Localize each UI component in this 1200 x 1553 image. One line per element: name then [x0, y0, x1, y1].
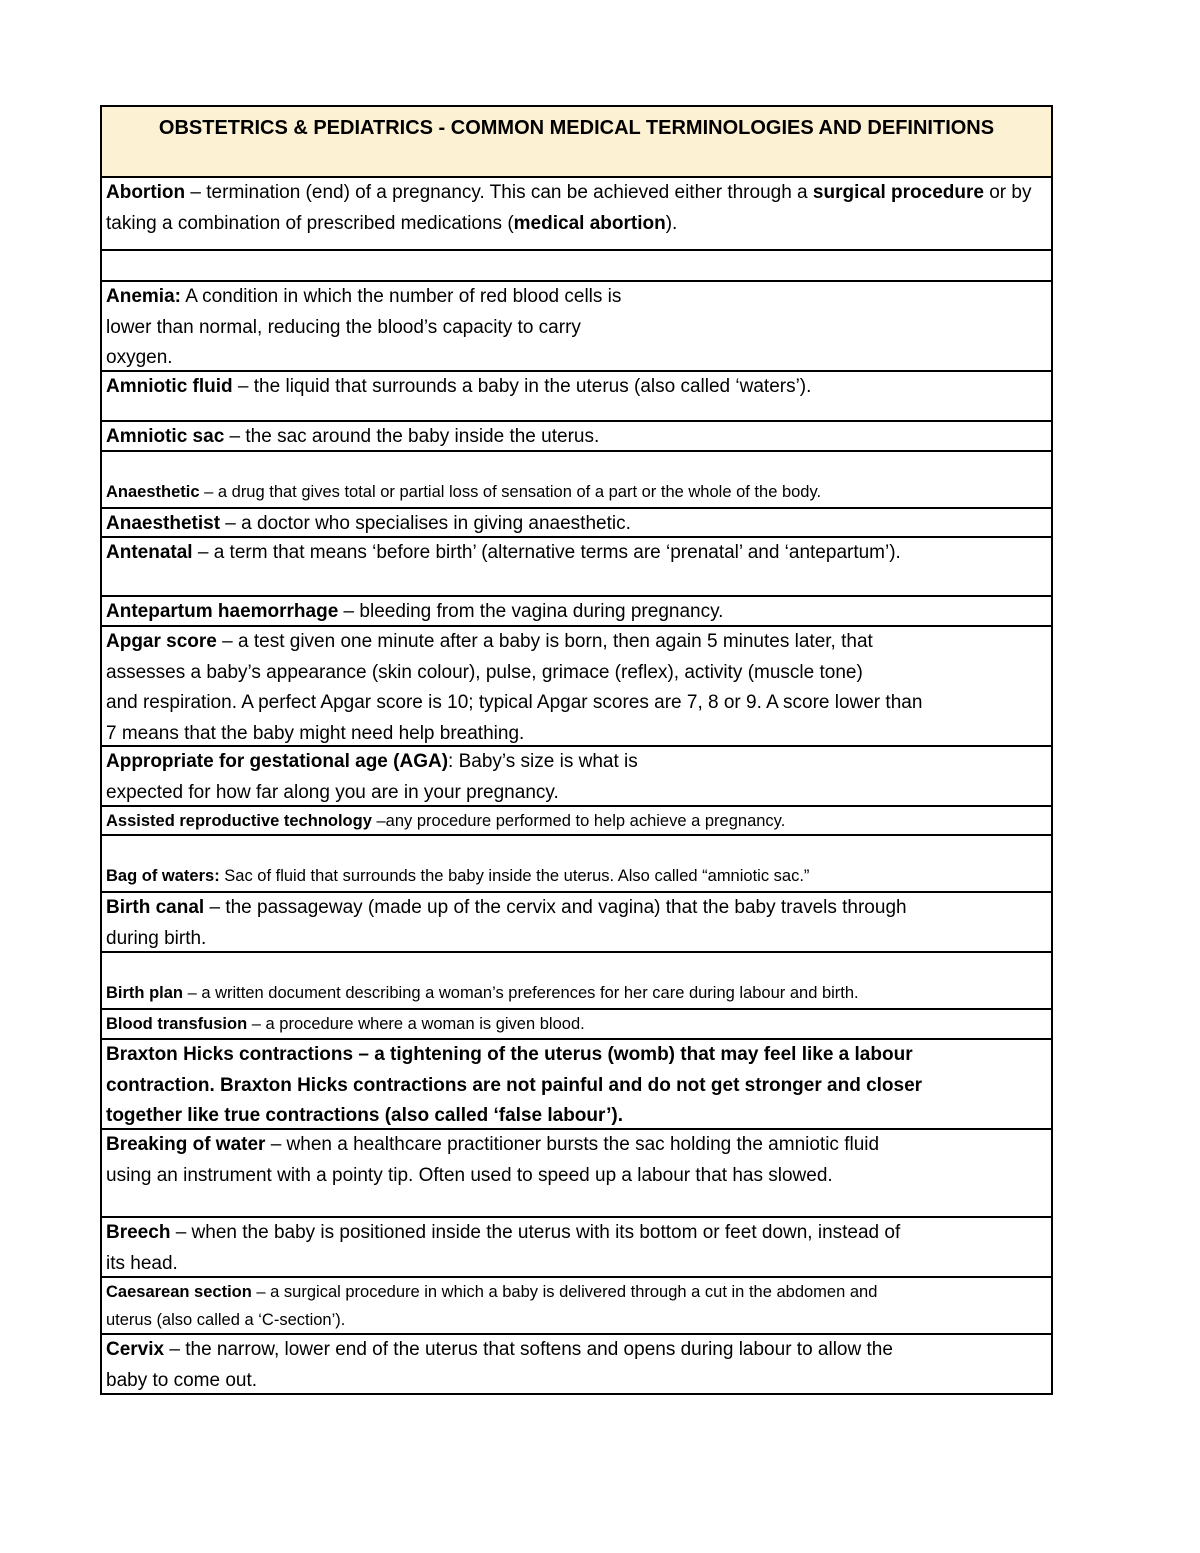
term-label: Blood transfusion [106, 1015, 248, 1033]
term-row [100, 1218, 1053, 1278]
term-row [100, 1040, 1053, 1130]
term-definition: –any procedure performed to help achieve a pregnancy. [371, 812, 786, 830]
term-row [100, 1130, 1053, 1218]
term-row [100, 597, 1053, 627]
term-label: Breech [106, 1222, 171, 1243]
term-label: Birth plan [106, 984, 183, 1002]
table-body [100, 178, 1053, 1395]
term-label: surgical procedure [812, 182, 984, 203]
term-row [100, 422, 1053, 452]
term-definition: and respiration. A perfect Apgar score is 10; typical Apgar scores are 7, 8 or 9. A score lower than [106, 692, 923, 713]
term-definition: – when a healthcare practitioner bursts the sac holding the amniotic fluid [265, 1134, 880, 1155]
term-definition: oxygen. [106, 347, 173, 368]
term-label: Amniotic sac [106, 426, 225, 447]
term-row [100, 953, 1053, 1010]
term-label: together like true contractions (also called ‘false labour’). [106, 1105, 623, 1126]
term-label: Bag of waters: [106, 867, 220, 885]
term-row [100, 627, 1053, 747]
term-definition: ). [665, 212, 678, 234]
term-row [100, 836, 1053, 893]
term-label: Abortion [106, 182, 186, 203]
term-definition: baby to come out. [106, 1369, 258, 1391]
term-definition: during birth. [106, 927, 207, 949]
term-definition: – the passageway (made up of the cervix and vagina) that the baby travels through [204, 897, 907, 918]
term-definition: – bleeding from the vagina during pregnancy. [338, 601, 724, 622]
term-definition: – a procedure where a woman is given blood. [247, 1015, 585, 1033]
term-definition: using an instrument with a pointy tip. Often used to speed up a labour that has slowed. [106, 1164, 833, 1186]
term-definition: – a term that means ‘before birth’ (alternative terms are ‘prenatal’ and ‘antepartum’). [192, 542, 901, 563]
term-definition: : Baby’s size is what is [448, 751, 638, 772]
term-definition: its head. [106, 1252, 178, 1274]
term-label: Amniotic fluid [106, 376, 233, 397]
term-definition: expected for how far along you are in your pregnancy. [106, 781, 559, 803]
term-label: contraction. Braxton Hicks contractions are not painful and do not get stronger and closer [106, 1074, 923, 1096]
term-definition: or by taking a combination of prescribed medications ( [106, 182, 1032, 234]
term-row [100, 538, 1053, 597]
term-label: medical abortion [513, 212, 666, 234]
term-row [100, 282, 1053, 372]
term-definition: assesses a baby’s appearance (skin colour), pulse, grimace (reflex), activity (muscle tone) [106, 661, 863, 683]
empty-row [100, 251, 1053, 282]
term-label: Appropriate for gestational age (AGA) [106, 751, 449, 772]
term-row [100, 509, 1053, 538]
term-row [100, 178, 1053, 251]
term-label: Anaesthetic [106, 483, 200, 501]
term-row [100, 1335, 1053, 1395]
term-definition: 7 means that the baby might need help breathing. [106, 722, 525, 744]
term-label: Cervix [106, 1339, 165, 1360]
term-definition: – the sac around the baby inside the uterus. [224, 426, 600, 447]
term-definition: – the liquid that surrounds a baby in the uterus (also called ‘waters’). [232, 376, 812, 397]
term-definition: – a test given one minute after a baby is born, then again 5 minutes later, that [216, 631, 873, 652]
term-row [100, 1278, 1053, 1335]
term-label: Anemia: [106, 286, 181, 307]
term-row [100, 807, 1053, 836]
term-definition: Sac of fluid that surrounds the baby inside the uterus. Also called “amniotic sac.” [219, 867, 810, 885]
term-row [100, 372, 1053, 422]
term-label: Apgar score [106, 631, 217, 652]
term-definition: – termination (end) of a pregnancy. This can be achieved either through a [185, 182, 813, 203]
term-label: Anaesthetist [106, 513, 221, 534]
term-definition: – the narrow, lower end of the uterus that softens and opens during labour to allow the [164, 1339, 893, 1360]
term-label: Braxton Hicks contractions – a tightening of the uterus (womb) that may feel like a labour [106, 1044, 913, 1065]
table-title: OBSTETRICS & PEDIATRICS - COMMON MEDICAL TERMINOLOGIES AND DEFINITIONS [100, 105, 1053, 178]
terminology-table [100, 105, 1053, 1395]
term-definition: – a surgical procedure in which a baby is delivered through a cut in the abdomen and [251, 1283, 878, 1301]
term-label: Breaking of water [106, 1134, 266, 1155]
term-label: Birth canal [106, 897, 205, 918]
term-definition: lower than normal, reducing the blood’s capacity to carry [106, 316, 581, 338]
term-definition: – a doctor who specialises in giving anaesthetic. [220, 513, 631, 534]
term-label: Caesarean section [106, 1283, 252, 1301]
term-row [100, 452, 1053, 509]
term-label: Antepartum haemorrhage [106, 601, 339, 622]
term-definition: – a drug that gives total or partial loss of sensation of a part or the whole of the body. [199, 483, 822, 501]
term-row [100, 747, 1053, 807]
term-row [100, 893, 1053, 953]
term-definition: – a written document describing a woman’s preferences for her care during labour and birth. [183, 984, 859, 1002]
term-definition: uterus (also called a ‘C-section’). [106, 1311, 346, 1329]
term-label: Antenatal [106, 542, 193, 563]
term-definition: A condition in which the number of red blood cells is [180, 286, 622, 307]
term-row [100, 1010, 1053, 1040]
term-label: Assisted reproductive technology [106, 812, 372, 830]
term-definition: – when the baby is positioned inside the uterus with its bottom or feet down, instead of [170, 1222, 901, 1243]
